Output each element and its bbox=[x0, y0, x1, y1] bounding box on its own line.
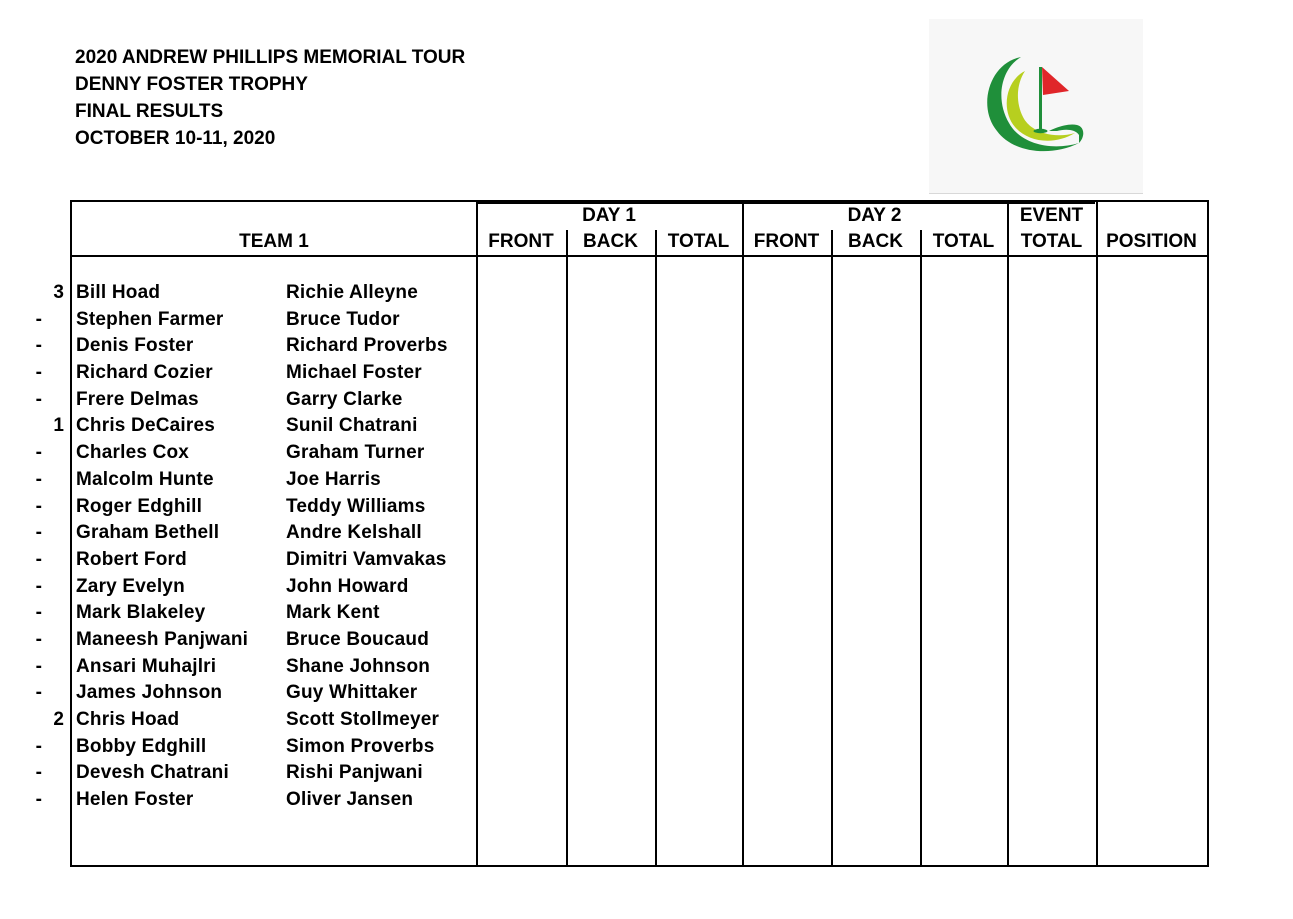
col-divider-back1 bbox=[566, 255, 568, 865]
position-cell: - bbox=[35, 789, 42, 811]
player2-cell: Andre Kelshall bbox=[286, 522, 422, 544]
position-cell: 2 bbox=[53, 709, 64, 730]
position-cell: - bbox=[35, 575, 42, 597]
player2-cell: Teddy Williams bbox=[286, 495, 426, 517]
position-cell: - bbox=[35, 628, 42, 650]
player1-cell: Roger Edghill bbox=[76, 495, 203, 517]
position-cell: 1 bbox=[53, 415, 64, 437]
position-cell: - bbox=[35, 522, 42, 544]
player1-cell: Stephen Farmer bbox=[76, 308, 224, 330]
position-cell: - bbox=[35, 442, 42, 464]
player1-cell: Maneesh Panjwani bbox=[76, 628, 249, 650]
player1-cell: Bobby Edghill bbox=[76, 735, 207, 757]
col-divider-day2 bbox=[742, 202, 744, 865]
position-cell: - bbox=[35, 655, 42, 677]
team-header: TEAM 1 bbox=[239, 231, 309, 252]
player2-cell: Dimitri Vamvakas bbox=[286, 548, 447, 570]
col-divider-total1 bbox=[655, 255, 657, 865]
player1-cell: Zary Evelyn bbox=[76, 575, 185, 597]
col-divider-back2 bbox=[831, 255, 833, 865]
day2-header: DAY 2 bbox=[847, 205, 902, 226]
player2-cell: Mark Kent bbox=[286, 602, 380, 624]
player2-cell: Garry Clarke bbox=[286, 388, 403, 410]
trophy-title: DENNY FOSTER TROPHY bbox=[75, 74, 308, 95]
player2-cell: Scott Stollmeyer bbox=[286, 709, 440, 730]
player2-cell: Oliver Jansen bbox=[286, 789, 414, 811]
back1-header: BACK bbox=[583, 231, 638, 252]
player1-cell: Robert Ford bbox=[76, 548, 187, 570]
player1-cell: James Johnson bbox=[76, 682, 223, 704]
back2-header: BACK bbox=[848, 231, 903, 252]
player1-cell: Helen Foster bbox=[76, 789, 194, 811]
front1-header: FRONT bbox=[488, 231, 554, 252]
logo bbox=[929, 19, 1143, 194]
position-header: POSITION bbox=[1106, 231, 1197, 252]
golf-flag-logo-icon bbox=[929, 19, 1143, 193]
player2-cell: Shane Johnson bbox=[286, 655, 431, 677]
results-table bbox=[35, 200, 1209, 867]
player1-cell: Frere Delmas bbox=[76, 388, 199, 410]
position-cell: - bbox=[35, 308, 42, 330]
player1-cell: Malcolm Hunte bbox=[76, 468, 214, 490]
player2-cell: Sunil Chatrani bbox=[286, 415, 418, 437]
col-divider-event bbox=[1007, 202, 1009, 865]
position-cell: - bbox=[35, 682, 42, 704]
player1-cell: Devesh Chatrani bbox=[76, 762, 229, 784]
position-cell: - bbox=[35, 548, 42, 570]
position-cell: 3 bbox=[53, 282, 64, 303]
player2-cell: Richie Alleyne bbox=[286, 282, 418, 303]
player1-cell: Bill Hoad bbox=[76, 282, 161, 303]
player2-cell: Richard Proverbs bbox=[286, 335, 448, 357]
position-cell: - bbox=[35, 762, 42, 784]
header-bottom-rule bbox=[72, 255, 1207, 257]
col-divider-names bbox=[476, 202, 478, 865]
position-cell: - bbox=[35, 388, 42, 410]
player1-cell: Richard Cozier bbox=[76, 362, 213, 384]
front2-header: FRONT bbox=[753, 231, 820, 252]
player2-cell: Joe Harris bbox=[286, 468, 381, 490]
col-divider-position bbox=[1096, 202, 1098, 865]
tournament-title: 2020 ANDREW PHILLIPS MEMORIAL TOUR bbox=[75, 47, 466, 68]
player2-cell: Graham Turner bbox=[286, 442, 425, 464]
player1-cell: Denis Foster bbox=[76, 335, 194, 357]
day1-header: DAY 1 bbox=[582, 205, 636, 226]
player1-cell: Chris DeCaires bbox=[76, 415, 216, 437]
player2-cell: Guy Whittaker bbox=[286, 682, 418, 704]
position-cell: - bbox=[35, 468, 42, 490]
position-cell: - bbox=[35, 362, 42, 384]
total1-header: TOTAL bbox=[667, 231, 730, 252]
player2-cell: Michael Foster bbox=[286, 362, 422, 384]
player2-cell: Simon Proverbs bbox=[286, 735, 435, 757]
position-cell: - bbox=[35, 495, 42, 517]
event-header: EVENT bbox=[1019, 205, 1084, 226]
player2-cell: John Howard bbox=[286, 575, 409, 597]
player2-cell: Bruce Tudor bbox=[286, 308, 400, 330]
position-cell: - bbox=[35, 335, 42, 357]
results-title: FINAL RESULTS bbox=[75, 101, 224, 122]
player1-cell: Graham Bethell bbox=[76, 522, 220, 544]
event-total-header: TOTAL bbox=[1020, 231, 1083, 252]
document-header bbox=[75, 44, 465, 152]
player1-cell: Mark Blakeley bbox=[76, 602, 206, 624]
col-divider-total2 bbox=[920, 255, 922, 865]
event-dates: OCTOBER 10-11, 2020 bbox=[75, 128, 276, 149]
position-cell: - bbox=[35, 735, 42, 757]
player1-cell: Charles Cox bbox=[76, 442, 190, 464]
player1-cell: Ansari Muhajlri bbox=[76, 655, 217, 677]
player2-cell: Bruce Boucaud bbox=[286, 628, 430, 650]
player1-cell: Chris Hoad bbox=[76, 709, 180, 730]
position-cell: - bbox=[35, 602, 42, 624]
total2-header: TOTAL bbox=[932, 231, 995, 252]
player2-cell: Rishi Panjwani bbox=[286, 762, 423, 784]
